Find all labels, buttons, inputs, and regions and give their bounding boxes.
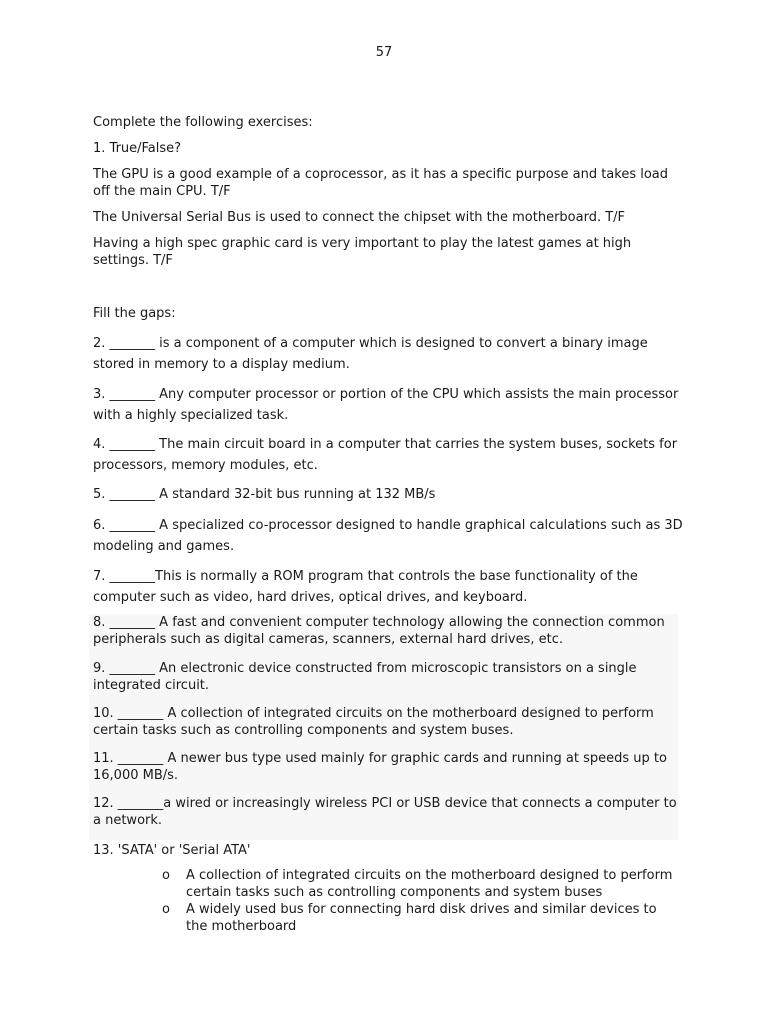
option-text: A widely used bus for connecting hard disk drives and similar devices to the motherboard bbox=[186, 902, 657, 934]
gap-item: 11. _______ A newer bus type used mainly for graphic cards and running at speeds up to 16,000 MB/s. bbox=[93, 751, 667, 783]
gap-item: 12. _______a wired or increasingly wireless PCI or USB device that connects a computer to a network. bbox=[93, 796, 677, 828]
gap-item: 9. _______ An electronic device constructed from microscopic transistors on a single integrated circuit. bbox=[93, 661, 637, 693]
page-number: 57 bbox=[375, 45, 393, 60]
gap-item: 3. _______ Any computer processor or portion of the CPU which assists the main processor with a highly specialized task. bbox=[93, 387, 679, 423]
list-item bbox=[160, 901, 680, 935]
gap-item: 4. _______ The main circuit board in a computer that carries the system buses, sockets for processors, memory modules, etc. bbox=[93, 437, 678, 473]
list-item bbox=[160, 867, 680, 901]
tf-statement: The GPU is a good example of a coprocessor, as it has a specific purpose and takes load off the main CPU. T/F bbox=[93, 167, 669, 199]
gap-item: 7. _______This is normally a ROM program that controls the base functionality of the computer such as video, hard drives, optical drives, and keyboard. bbox=[93, 569, 638, 605]
circle-bullet-icon: o bbox=[162, 902, 170, 917]
exercise-intro: Complete the following exercises: bbox=[93, 115, 313, 130]
gap-item: 8. _______ A fast and convenient computer technology allowing the connection common peripherals such as digital cameras, scanners, external hard drives, etc. bbox=[93, 615, 665, 647]
gap-item: 10. _______ A collection of integrated circuits on the motherboard designed to perform certain tasks such as controlling components and system buses. bbox=[93, 706, 654, 738]
question-13-heading: 13. 'SATA' or 'Serial ATA' bbox=[93, 843, 251, 858]
tf-statement: The Universal Serial Bus is used to connect the chipset with the motherboard. T/F bbox=[93, 210, 626, 225]
gap-item: 2. _______ is a component of a computer which is designed to convert a binary image stored in memory to a display medium. bbox=[93, 336, 648, 372]
gap-item: 5. _______ A standard 32-bit bus running at 132 MB/s bbox=[93, 487, 436, 502]
question-13-options bbox=[160, 867, 680, 935]
tf-statement: Having a high spec graphic card is very important to play the latest games at high settings. T/F bbox=[93, 236, 632, 268]
true-false-heading: 1. True/False? bbox=[93, 141, 182, 156]
circle-bullet-icon: o bbox=[162, 868, 170, 883]
gap-item: 6. _______ A specialized co-processor designed to handle graphical calculations such as 3D modeling and games. bbox=[93, 518, 683, 554]
option-text: A collection of integrated circuits on the motherboard designed to perform certain tasks such as controlling components and system buses bbox=[186, 868, 673, 900]
fill-gaps-heading: Fill the gaps: bbox=[93, 306, 176, 321]
